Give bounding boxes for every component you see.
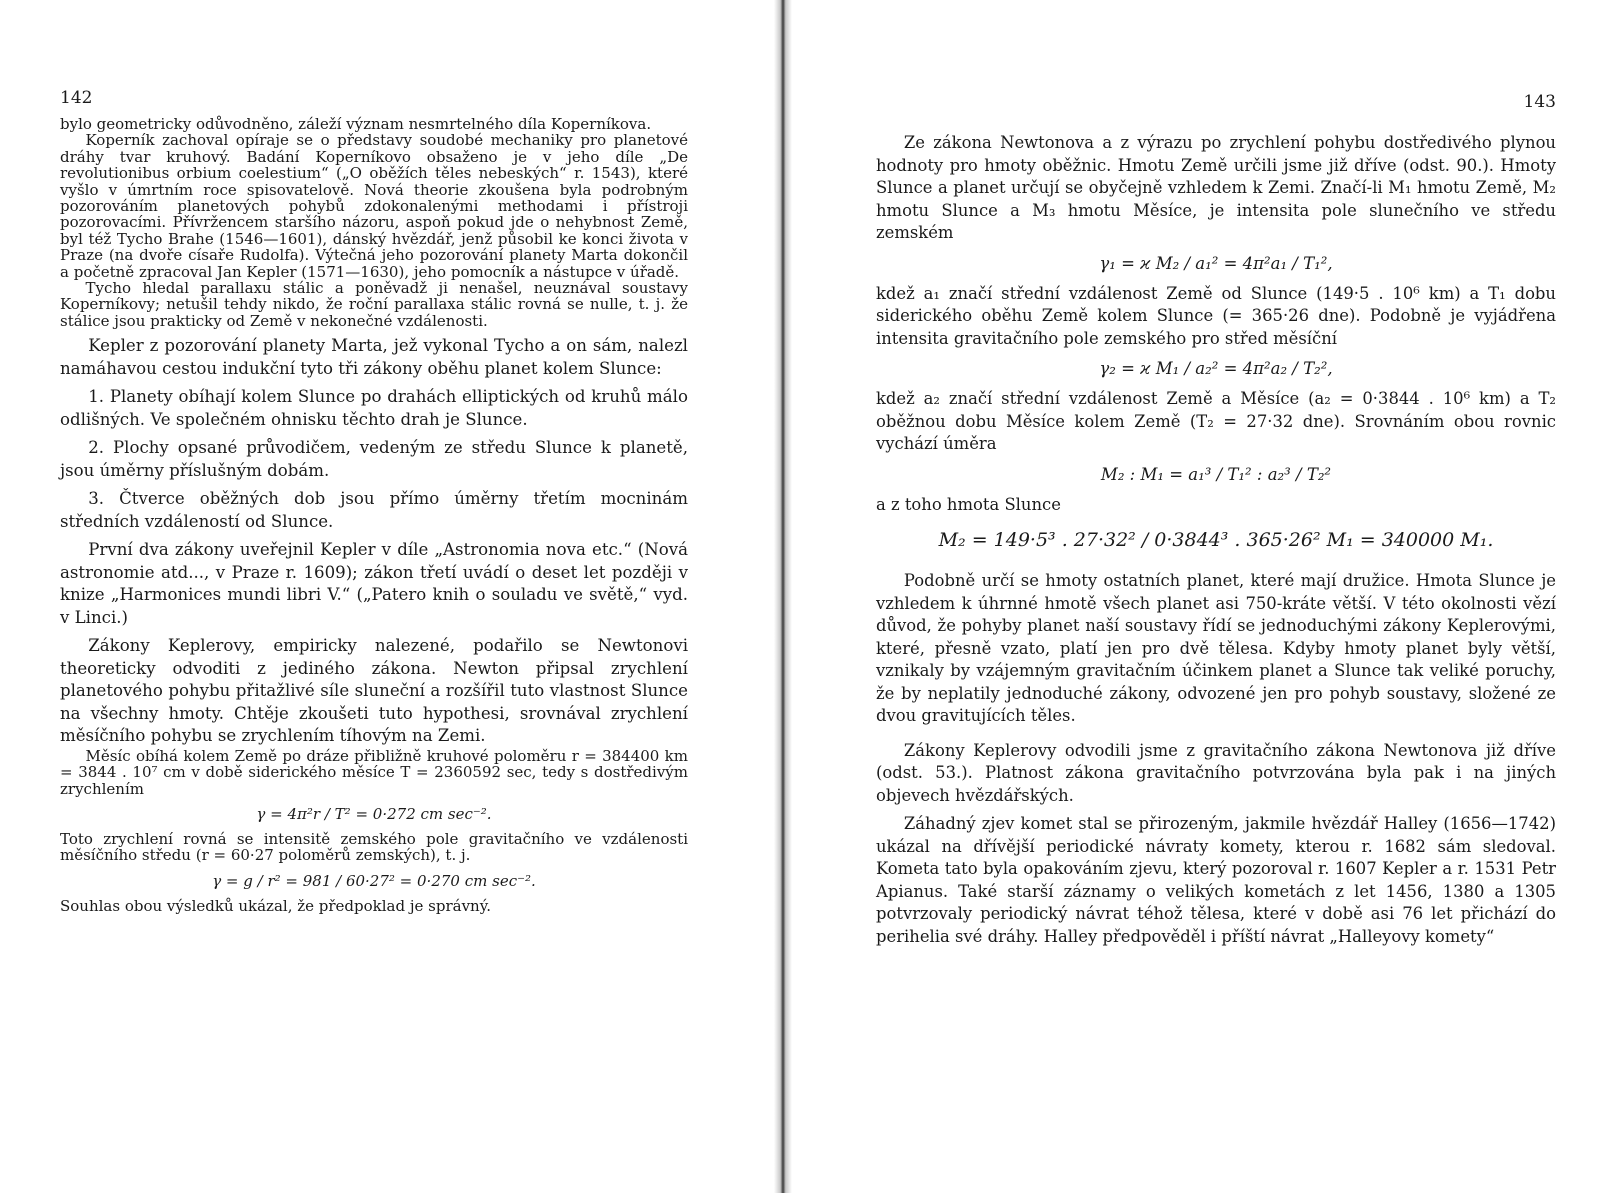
paragraph: kdež a₂ značí střední vzdálenost Země a Měsíce (a₂ = 0·3844 . 10⁶ km) a T₂ oběžnou dobu Měsíce kolem Země (T₂ = 27·32 dne). Srovnáním obou rovnic vychází úměra: [876, 389, 1556, 453]
paragraph: Podobně určí se hmoty ostatních planet, které mají družice. Hmota Slunce je vzhledem k úhrnné hmotě všech planet asi 750-kráte větší. V této okolnosti vězí důvod, že pohyby planet naší soustavy řídí se jednoduchými zákony Keplerovými, které, přesně vzato, platí jen pro dvě tělesa. Kdyby hmoty planet byly větší, vznikaly by vzájemným gravitačním účinkem planet a Slunce tak veliké poruchy, že by neplatily jednoduché zákony, odvozené jen pro pohyb soustavy, složené ze dvou gravitujících těles.: [876, 571, 1556, 725]
paragraph: bylo geometricky odůvodněno, záleží význam nesmrtelného díla Koperníkova.: [60, 115, 652, 133]
paragraph: Toto zrychlení rovná se intensitě zemského pole gravitačního ve vzdálenosti měsíčního středu (r = 60·27 poloměrů zemských), t. j.: [60, 830, 688, 865]
page-left: [0, 0, 774, 1193]
formula: γ₂ = ϰ M₁ / a₂² = 4π²a₂ / T₂²,: [1099, 359, 1333, 378]
paragraph: Kepler z pozorování planety Marta, jež vykonal Tycho a on sám, nalezl namáhavou cestou indukční tyto tři zákony oběhu planet kolem Slunce:: [60, 336, 688, 378]
paragraph: Koperník zachoval opíraje se o představy soudobé mechaniky pro planetové dráhy tvar kruhový. Badání Koperníkovo obsaženo je v jeho díle „De revolutionibus orbium coelestium“ („O oběžích těles nebeských“ r. 1543), které vyšlo v úmrtním roce spisovatelově. Nová theorie zkoušena byla podrobným pozorováním planetových pohybů zdokonalenými methodami i přístroji pozorovacími. Přívržencem staršího názoru, aspoň pokud jde o nehybnost Země, byl též Tycho Brahe (1546—1601), dánský hvězdář, jenž působil ke konci života v Praze (na dvoře císaře Rudolfa). Výtečná jeho pozorování planety Marta dokončil a početně zpracoval Jan Kepler (1571—1630), jeho pomocník a nástupce v úřadě.: [60, 131, 688, 281]
paragraph: a z toho hmota Slunce: [876, 494, 1061, 514]
paragraph: Zákony Keplerovy, empiricky nalezené, podařilo se Newtonovi theoreticky odvoditi z jediného zákona. Newton připsal zrychlení planetového pohybu přitažlivé síle sluneční a rozšířil tuto vlastnost Slunce na všechny hmoty. Chtěje zkoušeti tuto hypothesi, srovnával zrychlení měsíčního pohybu se zrychlením tíhovým na Zemi.: [60, 636, 688, 746]
formula: M₂ = 149·5³ . 27·32² / 0·3844³ . 365·26² M₁ = 340000 M₁.: [938, 529, 1494, 551]
paragraph: Měsíc obíhá kolem Země po dráze přibližně kruhové poloměru r = 384400 km = 3844 . 10⁷ cm v době siderického měsíce T = 2360592 sec, tedy s dostředivým zrychlením: [60, 746, 688, 798]
formula: γ = g / r² = 981 / 60·27² = 0·270 cm sec⁻².: [212, 871, 536, 890]
paragraph: První dva zákony uveřejnil Kepler v díle „Astronomia nova etc.“ (Nová astronomie atd..., v Praze r. 1609); zákon třetí uvádí o deset let později v knize „Harmonices mundi libri V.“ („Patero knih o souladu ve světě,“ vyd. v Linci.): [60, 540, 688, 627]
paragraph: Zákony Keplerovy odvodili jsme z gravitačního zákona Newtonova již dříve (odst. 53.). Platnost zákona gravitačního potvrzována byla pak i na jiných objevech hvězdářských.: [876, 740, 1556, 805]
paragraph: Ze zákona Newtonova a z výrazu po zrychlení pohybu dostředivého plynou hodnoty pro hmoty oběžnic. Hmotu Země určili jsme již dříve (odst. 90.). Hmoty Slunce a planet určují se obyčejně vzhledem k Zemi. Značí-li M₁ hmotu Země, M₂ hmotu Slunce a M₃ hmotu Měsíce, je intensita pole slunečního ve středu zemském: [876, 133, 1556, 242]
kepler-law-2: 2. Plochy opsané průvodičem, vedeným ze středu Slunce k planetě, jsou úměrny příslušným dobám.: [60, 438, 688, 480]
page-number-left: 142: [60, 88, 93, 108]
formula: γ₁ = ϰ M₂ / a₁² = 4π²a₁ / T₁²,: [1099, 253, 1333, 273]
book-gutter: [774, 0, 792, 1193]
paragraph: Tycho hledal parallaxu stálic a poněvadž ji nenašel, neuznával soustavy Koperníkovy; netušil tehdy nikdo, že roční parallaxa stálic rovná se nulle, t. j. že stálice jsou prakticky od Země v nekonečné vzdálenosti.: [60, 279, 688, 330]
paragraph: Záhadný zjev komet stal se přirozeným, jakmile hvězdář Halley (1656—1742) ukázal na dřívější periodické návraty komety, kterou r. 1682 sám sledoval. Kometa tato byla opakováním zjevu, který pozoroval r. 1607 Kepler a r. 1531 Petr Apianus. Také starší záznamy o velikých kometách z let 1456, 1380 a 1305 potvrzovaly periodický návrat téhož tělesa, které v době asi 76 let přichází do perihelia své dráhy. Halley předpověděl i příští návrat „Halleyovy komety“: [876, 814, 1556, 946]
formula: M₂ : M₁ = a₁³ / T₁² : a₂³ / T₂²: [1100, 464, 1332, 484]
page-number-right: 143: [1523, 92, 1556, 112]
paragraph: Souhlas obou výsledků ukázal, že předpoklad je správný.: [60, 896, 491, 915]
kepler-law-3: 3. Čtverce oběžných dob jsou přímo úměrny třetím mocninám středních vzdáleností od Slunce.: [60, 489, 688, 531]
kepler-law-1: 1. Planety obíhají kolem Slunce po drahách elliptických od kruhů málo odlišných. Ve společném ohnisku těchto drah je Slunce.: [60, 387, 688, 429]
page-right: [792, 0, 1612, 1193]
formula: γ = 4π²r / T² = 0·272 cm sec⁻².: [256, 805, 492, 823]
paragraph: kdež a₁ značí střední vzdálenost Země od Slunce (149·5 . 10⁶ km) a T₁ dobu siderického oběhu Země kolem Slunce (= 365·26 dne). Podobně je vyjádřena intensita gravitačního pole zemského pro střed měsíční: [876, 283, 1556, 348]
